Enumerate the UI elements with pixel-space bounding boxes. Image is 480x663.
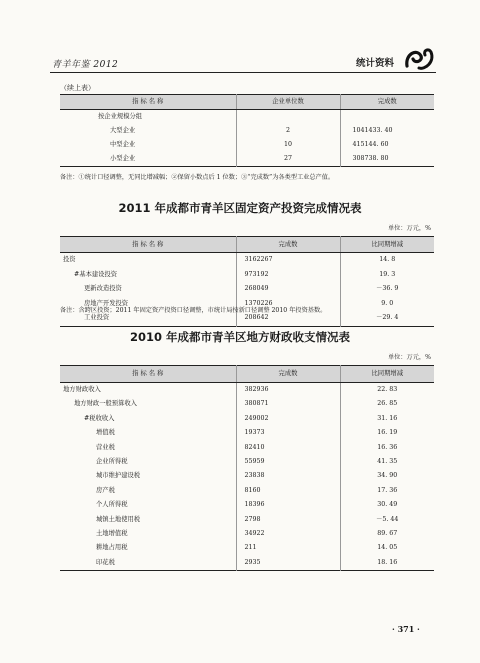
row-change: 26. 85 [377, 400, 398, 408]
column-header-indicator: 指 标 名 称 [60, 237, 236, 253]
table-note: 备注：含跨区投资；2011 年固定资产投资口径调整，市统计局按新口径调整 2010 年投资基数。 [60, 307, 327, 314]
row-name: 印花税 [60, 556, 236, 571]
row-value: 211 [236, 541, 340, 555]
yearbook-title: 青羊年鉴 2012 [52, 60, 119, 70]
row-name: 耕地占用税 [60, 541, 236, 555]
table-row [60, 253, 434, 268]
row-name: 土地增值税 [60, 527, 236, 541]
row-value: 415144. 60 [352, 141, 389, 148]
row-name: #税收收入 [60, 412, 236, 426]
row-change: －29. 4 [376, 314, 399, 321]
row-change: 89. 67 [377, 530, 398, 538]
finance-table-title: 2010 年成都市青羊区地方财政收支情况表 [129, 330, 350, 344]
enterprise-size-table [60, 94, 434, 167]
row-change: 34. 90 [377, 472, 398, 480]
finance-table [60, 365, 434, 571]
row-name: 城市维护建设税 [60, 469, 236, 483]
row-change: 22. 83 [377, 386, 398, 393]
row-value: 1370226 [236, 297, 340, 312]
row-value: 19373 [236, 426, 340, 440]
row-change: －5. 44 [376, 515, 399, 523]
column-header-indicator: 指 标 名 称 [60, 366, 236, 383]
row-value: 208642 [236, 311, 340, 326]
table-row [60, 455, 434, 469]
table-row [60, 513, 434, 527]
column-header-value: 完成数 [340, 95, 434, 110]
unit-label: 单位：万元，% [387, 225, 431, 232]
row-count: 10 [236, 138, 340, 152]
table-row [60, 541, 434, 555]
row-change: 9. 0 [381, 299, 394, 307]
table-row [60, 469, 434, 483]
row-change: 17. 36 [377, 486, 398, 494]
row-value [340, 110, 434, 125]
row-name: 工业投资 [60, 311, 236, 326]
row-name: 地方财政收入 [60, 383, 236, 398]
row-value: 18396 [236, 498, 340, 512]
row-value: 82410 [236, 441, 340, 455]
row-name: 城镇土地使用税 [60, 513, 236, 527]
table-row [60, 110, 434, 125]
row-name: 投资 [60, 253, 236, 268]
investment-table-title: 2011 年成都市青羊区固定资产投资完成情况表 [118, 201, 362, 215]
row-count: 27 [236, 152, 340, 167]
continued-note: （续上表） [60, 84, 95, 92]
table-row [60, 412, 434, 426]
table-note: 备注：①统计口径调整，无同比增减幅；②保留小数点后 1 位数；③“完成数”为各类型工业总产值。 [60, 174, 335, 181]
table-row [60, 498, 434, 512]
row-change: 16. 36 [377, 443, 398, 451]
row-value: 8160 [236, 484, 340, 498]
table-row [60, 527, 434, 541]
row-change: 31. 16 [377, 414, 398, 422]
table-row [60, 441, 434, 455]
row-change: 14. 8 [379, 256, 396, 263]
row-value: 973192 [236, 268, 340, 283]
table-row [60, 397, 434, 411]
column-header-indicator: 指 标 名 称 [60, 95, 236, 110]
table-row [60, 556, 434, 571]
row-change: 30. 49 [377, 501, 398, 509]
row-value: 1041433. 40 [352, 127, 393, 134]
table-row [60, 426, 434, 440]
column-header-value: 完成数 [236, 366, 340, 383]
row-name: 个人所得税 [60, 498, 236, 512]
row-name: 大型企业 [60, 124, 236, 138]
table-row [60, 138, 434, 152]
row-change: 16. 19 [377, 429, 398, 437]
row-value: 55959 [236, 455, 340, 469]
row-value: 308738. 80 [352, 155, 389, 162]
row-name: 中型企业 [60, 138, 236, 152]
row-name: 更新改造投资 [60, 282, 236, 297]
column-header-change: 比同期增减 [340, 237, 434, 253]
row-name: #基本建设投资 [60, 268, 236, 283]
row-value: 268049 [236, 282, 340, 297]
section-title: 统计资料 [356, 58, 395, 69]
table-row [60, 484, 434, 498]
row-change: 18. 16 [377, 558, 398, 566]
row-value: 249002 [236, 412, 340, 426]
table-row [60, 282, 434, 297]
decorative-logo-icon [403, 44, 437, 74]
row-name: 房地产开发投资 [60, 297, 236, 312]
column-header-count: 企业单位数 [236, 95, 340, 110]
row-value: 380871 [236, 397, 340, 411]
table-row [60, 268, 434, 283]
row-name: 营业税 [60, 441, 236, 455]
row-name: 地方财政一般预算收入 [60, 397, 236, 411]
row-value: 3162267 [236, 253, 340, 268]
row-change: 19. 3 [379, 270, 396, 278]
row-change: 41. 35 [377, 458, 398, 466]
table-row [60, 124, 434, 138]
row-value: 2935 [236, 556, 340, 571]
row-name: 企业所得税 [60, 455, 236, 469]
row-count: 2 [236, 124, 340, 138]
row-value: 382936 [236, 383, 340, 398]
row-name: 房产税 [60, 484, 236, 498]
unit-label: 单位：万元，% [387, 354, 431, 361]
table-row [60, 152, 434, 167]
column-header-change: 比同期增减 [340, 366, 434, 383]
column-header-value: 完成数 [236, 237, 340, 253]
table-row [60, 383, 434, 398]
page-number: · 371 · [392, 624, 420, 634]
row-value: 34922 [236, 527, 340, 541]
row-value: 2798 [236, 513, 340, 527]
row-count [236, 110, 340, 125]
row-name: 小型企业 [60, 152, 236, 167]
row-change: －36. 9 [376, 285, 399, 292]
row-name: 按企业规模分组 [60, 110, 236, 125]
row-value: 23838 [236, 469, 340, 483]
header-rule [50, 72, 436, 73]
row-name: 增值税 [60, 426, 236, 440]
row-change: 14. 05 [377, 544, 398, 552]
